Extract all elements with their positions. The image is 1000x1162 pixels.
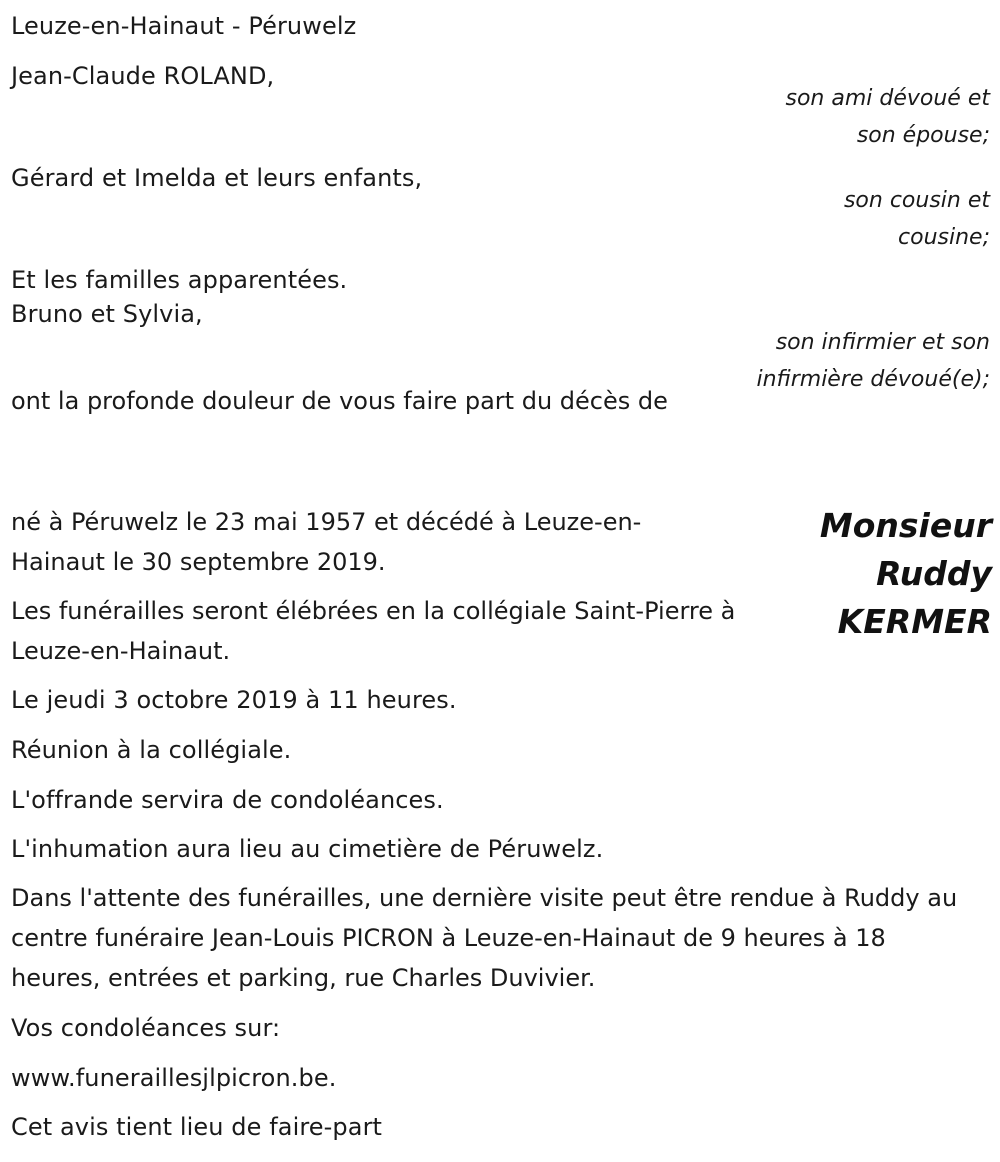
offering-text: L'offrande servira de condoléances.: [11, 786, 444, 814]
deceased-name: Monsieur Ruddy KERMER: [819, 506, 992, 641]
footer-text: Cet avis tient lieu de faire-part: [11, 1113, 383, 1141]
announcement-text: ont la profonde douleur de vous faire part du décès de: [11, 387, 668, 415]
birth-death-text: né à Péruwelz le 23 mai 1957 et décédé à Leuze-en-Hainaut le 30 septembre 2019.: [11, 508, 642, 576]
funeral-place-text: Les funérailles seront élébrées en la collégiale Saint-Pierre à Leuze-en-Hainaut.: [11, 597, 736, 665]
relation-ami: son ami dévoué et son épouse;: [785, 86, 990, 148]
relation-cousin: son cousin et cousine;: [843, 188, 990, 250]
relation-infirmier: son infirmier et son infirmière dévoué(e);: [756, 330, 990, 392]
funeral-date-text: Le jeudi 3 octobre 2019 à 11 heures.: [11, 686, 457, 714]
mourner-bruno-sylvia: Bruno et Sylvia,: [11, 300, 203, 328]
mourner-families: Et les familles apparentées.: [11, 266, 348, 294]
burial-text: L'inhumation aura lieu au cimetière de Péruwelz.: [11, 835, 604, 863]
condolences-label: Vos condoléances sur:: [11, 1014, 281, 1042]
mourner-jean-claude: Jean-Claude ROLAND,: [11, 62, 275, 90]
mourner-gerard-imelda: Gérard et Imelda et leurs enfants,: [11, 164, 423, 192]
website-link[interactable]: www.funeraillesjlpicron.be.: [11, 1064, 337, 1092]
visit-text: Dans l'attente des funérailles, une dernière visite peut être rendue à Ruddy au centre funéraire Jean-Louis PICRON à Leuze-en-Hainaut de 9 heures à 18 heures, entrées et parking, rue Charles Duvivier.: [11, 884, 958, 992]
location-heading: Leuze-en-Hainaut - Péruwelz: [11, 12, 357, 40]
meeting-text: Réunion à la collégiale.: [11, 736, 292, 764]
